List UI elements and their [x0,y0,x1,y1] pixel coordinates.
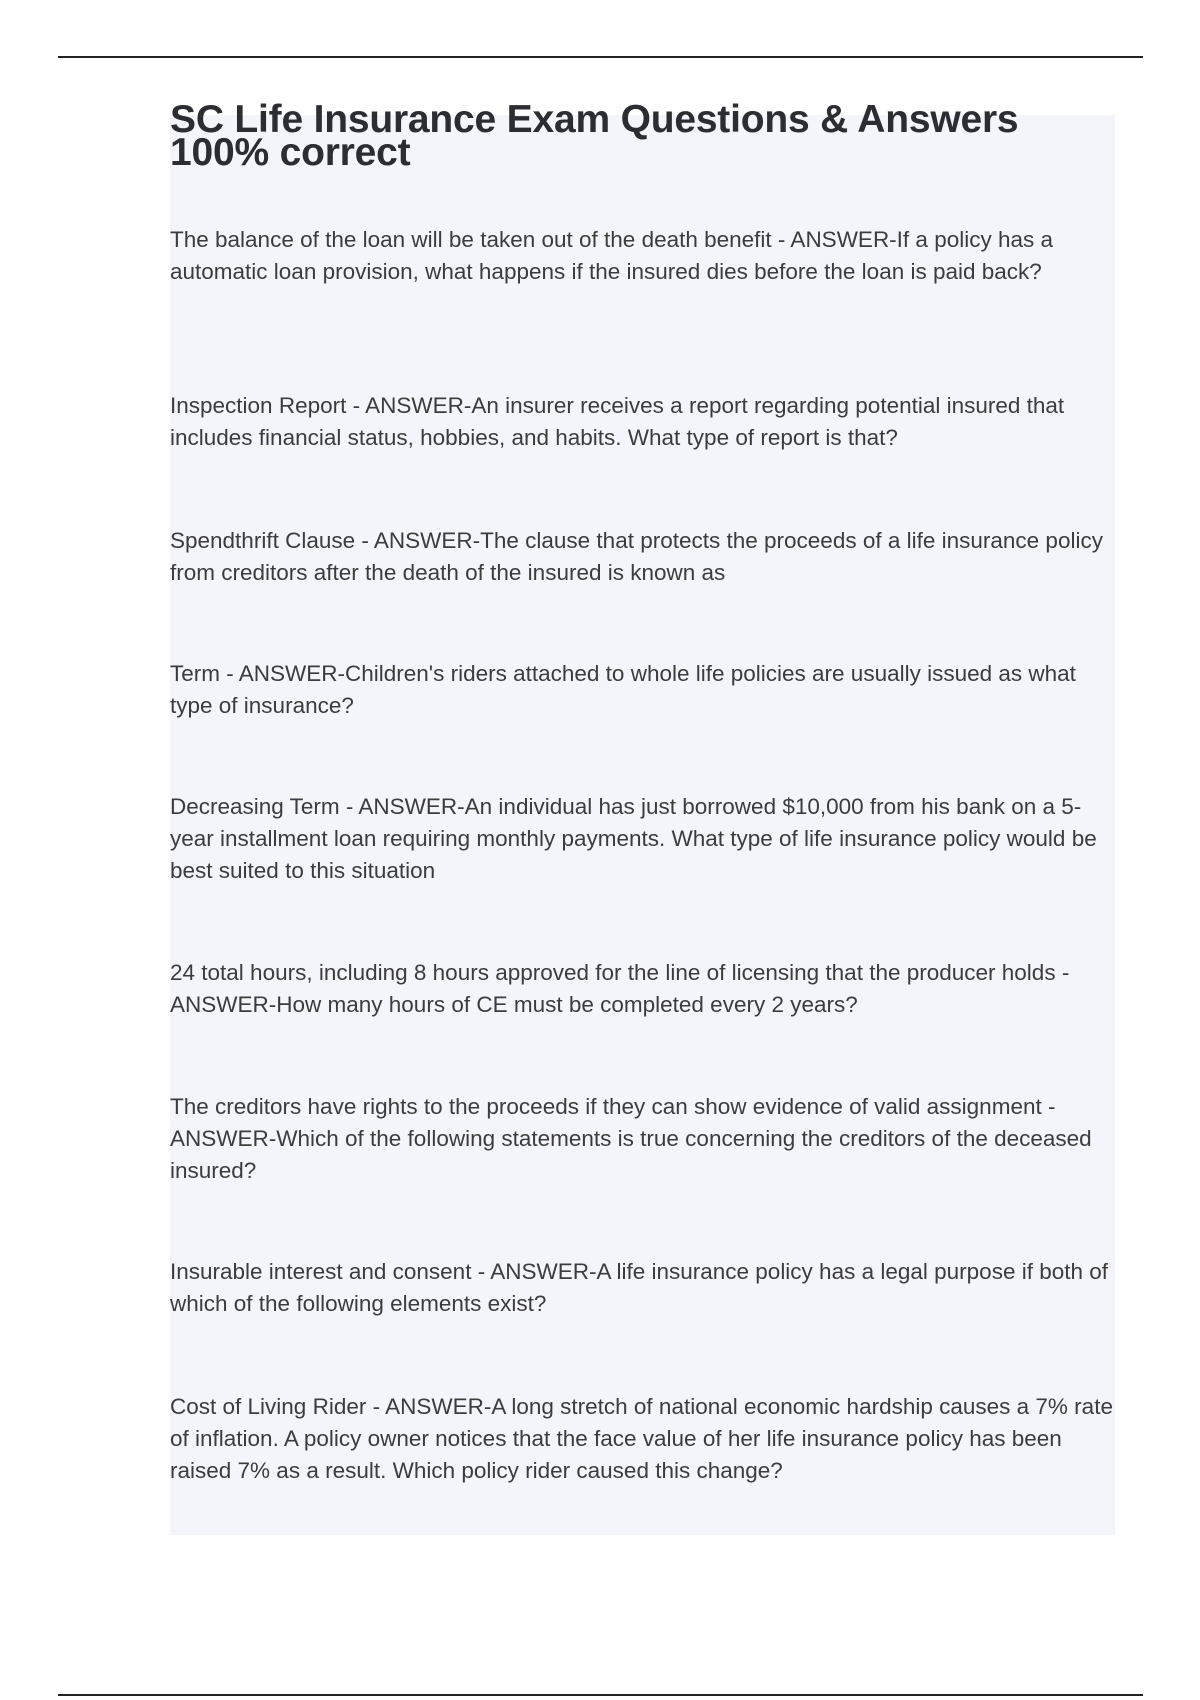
top-rule [58,56,1143,58]
qa-item-4: Term - ANSWER-Children's riders attached to whole life policies are usually issued as what type of insurance? [170,661,1076,718]
qa-item-5: Decreasing Term - ANSWER-An individual has just borrowed $10,000 from his bank on a 5-year installment loan requiring monthly payments. What type of life insurance policy would be best suited to this situation [170,794,1097,883]
qa-item-9: Cost of Living Rider - ANSWER-A long stretch of national economic hardship causes a 7% rate of inflation. A policy owner notices that the face value of her life insurance policy has been raised 7% as a result. Which policy rider caused this change? [170,1394,1113,1483]
qa-item-1: The balance of the loan will be taken out of the death benefit - ANSWER-If a policy has a automatic loan provision, what happens if the insured dies before the loan is paid back? [170,227,1054,284]
qa-item-8: Insurable interest and consent - ANSWER-A life insurance policy has a legal purpose if both of which of the following elements exist? [170,1259,1109,1316]
document-title: SC Life Insurance Exam Questions & Answers 100% correct [170,98,1019,174]
qa-item-2: Inspection Report - ANSWER-An insurer receives a report regarding potential insured that includes financial status, hobbies, and habits. What type of report is that? [170,393,1065,450]
bottom-rule [58,1694,1143,1696]
qa-item-6: 24 total hours, including 8 hours approved for the line of licensing that the producer holds - ANSWER-How many hours of CE must be completed every 2 years? [170,960,1070,1017]
qa-item-7: The creditors have rights to the proceeds if they can show evidence of valid assignment - ANSWER-Which of the following statements is true concerning the creditors of the deceased insured? [170,1094,1092,1183]
qa-item-3: Spendthrift Clause - ANSWER-The clause that protects the proceeds of a life insurance policy from creditors after the death of the insured is known as [170,528,1103,585]
